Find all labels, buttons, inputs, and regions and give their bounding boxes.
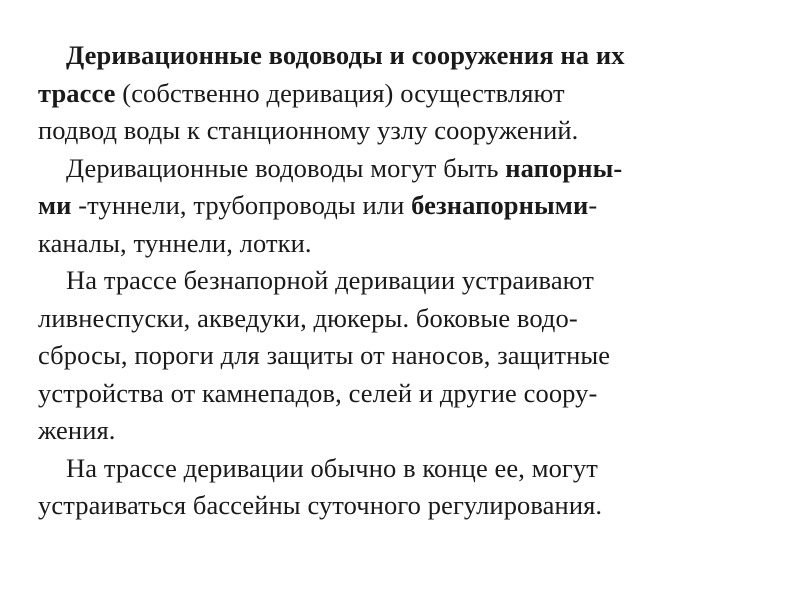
text-line	[38, 412, 778, 450]
plain-text: ливнеспуски, акведуки, дюкеры. боковые водо-	[38, 302, 578, 333]
text-body	[38, 37, 778, 525]
text-line	[38, 37, 778, 75]
plain-text: (собственно деривация) осуществляют	[115, 77, 565, 108]
paragraph-derivation-intro	[38, 37, 778, 150]
paragraph-conduit-types	[38, 150, 778, 263]
plain-text: -туннели, трубопроводы или	[71, 190, 412, 220]
plain-text: жения.	[38, 415, 116, 445]
bold-text: трассе	[38, 77, 116, 108]
text-line	[38, 487, 778, 525]
plain-text: устройства от камнепадов, селей и другие соору-	[38, 377, 598, 408]
text-line	[38, 300, 778, 338]
bold-text: ми	[38, 190, 72, 220]
paragraph-regulation-basins	[38, 450, 778, 525]
plain-text: -	[588, 190, 598, 220]
plain-text: сбросы, пороги для защиты от наносов, защитные	[38, 340, 611, 370]
text-line	[38, 450, 778, 488]
text-line	[38, 150, 778, 188]
text-line	[38, 187, 778, 225]
bold-text: безнапорными	[411, 190, 589, 220]
text-line	[38, 75, 778, 113]
plain-text: каналы, туннели, лотки.	[38, 227, 312, 258]
plain-text: Деривационные водоводы могут быть	[66, 152, 499, 183]
paragraph-free-flow-structures	[38, 262, 778, 450]
plain-text: подвод воды к станционному узлу сооружений.	[38, 115, 579, 145]
text-line	[38, 262, 778, 300]
text-line	[38, 225, 778, 263]
plain-text: На трассе деривации обычно в конце ее, могут	[66, 452, 598, 483]
text-line	[38, 375, 778, 413]
bold-text: напорны-	[498, 152, 623, 183]
plain-text: На трассе безнапорной деривации устраивают	[66, 265, 594, 295]
text-line	[38, 112, 778, 150]
text-line	[38, 337, 778, 375]
bold-text: Деривационные водоводы и сооружения на их	[66, 40, 625, 70]
plain-text: устраиваться бассейны суточного регулирования.	[38, 490, 603, 520]
